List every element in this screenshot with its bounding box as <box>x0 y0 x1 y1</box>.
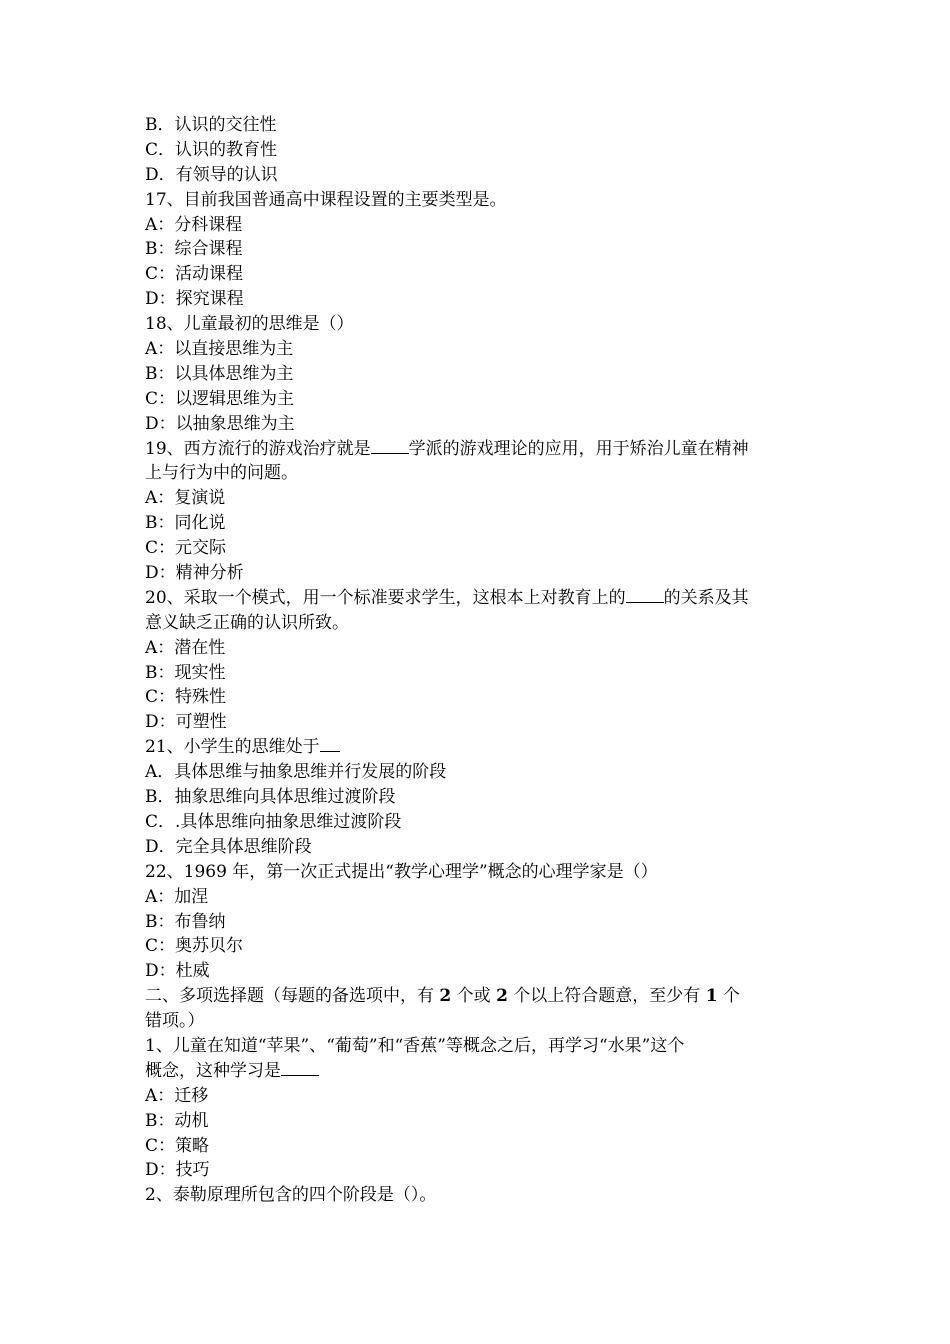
option-line: C：以逻辑思维为主 <box>145 388 295 409</box>
option-line: C：奥苏贝尔 <box>145 936 244 957</box>
section-text: 二、多项选择题（每题的备选项中，有 <box>145 986 434 1007</box>
option-line: C：策略 <box>145 1135 210 1156</box>
option-line: B：现实性 <box>145 662 226 683</box>
question-m1-continued <box>145 1059 810 1084</box>
option-line: D．完全具体思维阶段 <box>145 836 312 857</box>
option-line: A：以直接思维为主 <box>145 339 294 360</box>
question-19-continued: 上与行为中的问题。 <box>145 463 298 484</box>
section-text: 个 <box>722 986 740 1007</box>
question-text: 20、采取一个模式，用一个标准要求学生，这根本上对教育上的 <box>145 587 626 608</box>
question-20 <box>145 586 810 611</box>
option-line: D：可塑性 <box>145 712 227 733</box>
section-number: 1 <box>705 986 718 1007</box>
option-line: C：特殊性 <box>145 687 227 708</box>
section-text: 个以上符合题意，至少有 <box>513 986 701 1007</box>
document-page <box>145 113 810 1208</box>
option-line: D：以抽象思维为主 <box>145 413 295 434</box>
question-20-continued: 意义缺乏正确的认识所致。 <box>145 612 349 633</box>
question-18: 18、儿童最初的思维是（） <box>145 314 354 335</box>
question-text: 19、西方流行的游戏治疗就是 <box>145 438 371 459</box>
option-line: B：同化说 <box>145 513 226 534</box>
question-text: 的关系及其 <box>663 587 749 608</box>
question-text: 概念，这种学习是 <box>145 1060 281 1081</box>
option-line: B：布鲁纳 <box>145 911 226 932</box>
option-line: A：迁移 <box>145 1085 209 1106</box>
section-heading <box>145 984 810 1009</box>
option-line: B：以具体思维为主 <box>145 363 294 384</box>
option-line: A．具体思维与抽象思维并行发展的阶段 <box>145 762 447 783</box>
option-line: D：精神分析 <box>145 563 244 584</box>
question-text: 21、小学生的思维处于 <box>145 737 320 758</box>
option-line: B：动机 <box>145 1110 209 1131</box>
option-line: B．认识的交往性 <box>145 115 277 135</box>
option-line: D：杜威 <box>145 961 210 982</box>
section-number: 2 <box>496 986 508 1007</box>
option-line: B．抽象思维向具体思维过渡阶段 <box>145 787 396 808</box>
question-19 <box>145 437 810 462</box>
question-22: 22、1969 年，第一次正式提出“教学心理学”概念的心理学家是（） <box>145 861 658 882</box>
option-line: C：活动课程 <box>145 264 244 285</box>
option-line: D：探究课程 <box>145 289 244 310</box>
answer-blank <box>281 1060 319 1076</box>
option-line: B：综合课程 <box>145 239 243 260</box>
question-17: 17、目前我国普通高中课程设置的主要类型是。 <box>145 189 507 210</box>
option-line: C．认识的教育性 <box>145 139 278 160</box>
option-line: D．有领导的认识 <box>145 164 278 185</box>
section-number: 2 <box>439 986 452 1007</box>
section-text: 个或 <box>456 986 491 1007</box>
option-line: A：加涅 <box>145 886 209 907</box>
section-heading-continued: 错项。） <box>145 1011 205 1032</box>
option-line: C．.具体思维向抽象思维过渡阶段 <box>145 811 402 832</box>
answer-blank <box>371 438 409 454</box>
option-line: A：复演说 <box>145 488 226 509</box>
question-m2: 2、泰勒原理所包含的四个阶段是（）。 <box>145 1185 437 1206</box>
question-21 <box>145 735 810 760</box>
answer-blank <box>626 587 664 603</box>
option-line: A：分科课程 <box>145 214 243 235</box>
question-text: 学派的游戏理论的应用，用于矫治儿童在精神 <box>408 438 749 459</box>
option-line: A：潜在性 <box>145 637 226 658</box>
answer-blank <box>320 736 340 752</box>
question-m1: 1、儿童在知道“苹果”、“葡萄”和“香蕉”等概念之后，再学习“水果”这个 <box>145 1035 685 1056</box>
option-line: D：技巧 <box>145 1160 210 1181</box>
option-line: C：元交际 <box>145 538 227 559</box>
